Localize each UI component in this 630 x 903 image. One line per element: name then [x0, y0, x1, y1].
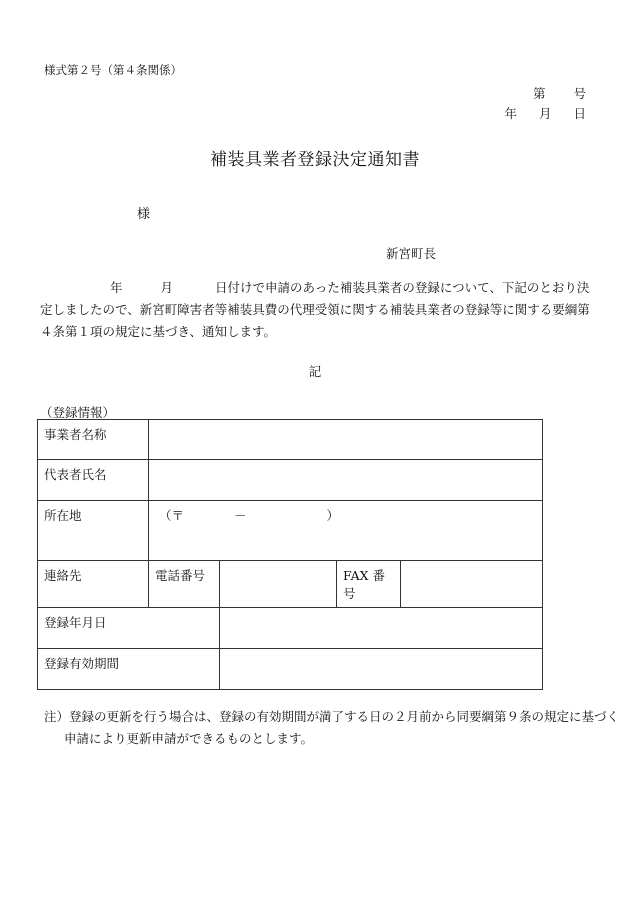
phone-label: 電話番号: [149, 561, 220, 608]
doc-date-month: 月: [538, 106, 552, 121]
postal-dash: －: [234, 508, 247, 523]
postal-open: （〒: [159, 508, 185, 523]
postal-close: ）: [326, 508, 340, 523]
representative-field[interactable]: [149, 460, 543, 501]
address-label: 所在地: [38, 501, 149, 561]
business-name-label: 事業者名称: [38, 420, 149, 460]
table-row: [38, 561, 543, 608]
phone-field[interactable]: [220, 561, 337, 608]
contact-label: 連絡先: [38, 561, 149, 608]
address-field[interactable]: [149, 501, 543, 561]
doc-no-suffix: 号: [573, 86, 586, 101]
table-row: [38, 501, 543, 561]
registration-date-label: 登録年月日: [38, 608, 220, 649]
fax-label: FAX 番号: [337, 561, 401, 608]
registration-date-field[interactable]: [220, 608, 543, 649]
table-row: [38, 608, 543, 649]
body-text: 日付けで申請のあった補装具業者の登録について、下記のとおり決定しましたので、新宮町障害者等補装具費の代理受領に関する補装具業者の登録等に関する要綱第４条第１項の規定に基づき、通知します。: [40, 280, 590, 339]
body-year: 年: [110, 280, 123, 295]
doc-no-prefix: 第: [532, 86, 546, 101]
body-paragraph: [40, 277, 590, 343]
footnote: 注）登録の更新を行う場合は、登録の有効期間が満了する日の２月前から同要綱第９条の規定に基づく申請により更新申請ができるものとします。: [44, 709, 620, 746]
document-title: 補装具業者登録決定通知書: [210, 150, 420, 170]
validity-period-label: 登録有効期間: [38, 649, 220, 690]
table-row: [38, 460, 543, 501]
body-month: 月: [160, 280, 174, 295]
document-number: [533, 84, 586, 102]
doc-date-year: 年: [504, 106, 517, 121]
representative-label: 代表者氏名: [38, 460, 149, 501]
addressee-honorific: 様: [137, 207, 151, 222]
validity-period-field[interactable]: [220, 649, 543, 690]
sender-name: 新宮町長: [386, 246, 437, 261]
table-row: [38, 420, 543, 460]
form-number: 様式第２号（第４条関係）: [44, 63, 182, 77]
document-date: [504, 104, 586, 122]
ki-label: 記: [308, 364, 322, 379]
fax-field[interactable]: [401, 561, 543, 608]
table-row: [38, 649, 543, 690]
business-name-field[interactable]: [149, 420, 543, 460]
doc-date-day: 日: [573, 106, 586, 121]
registration-table: [37, 419, 543, 690]
table-caption: （登録情報）: [40, 405, 116, 420]
